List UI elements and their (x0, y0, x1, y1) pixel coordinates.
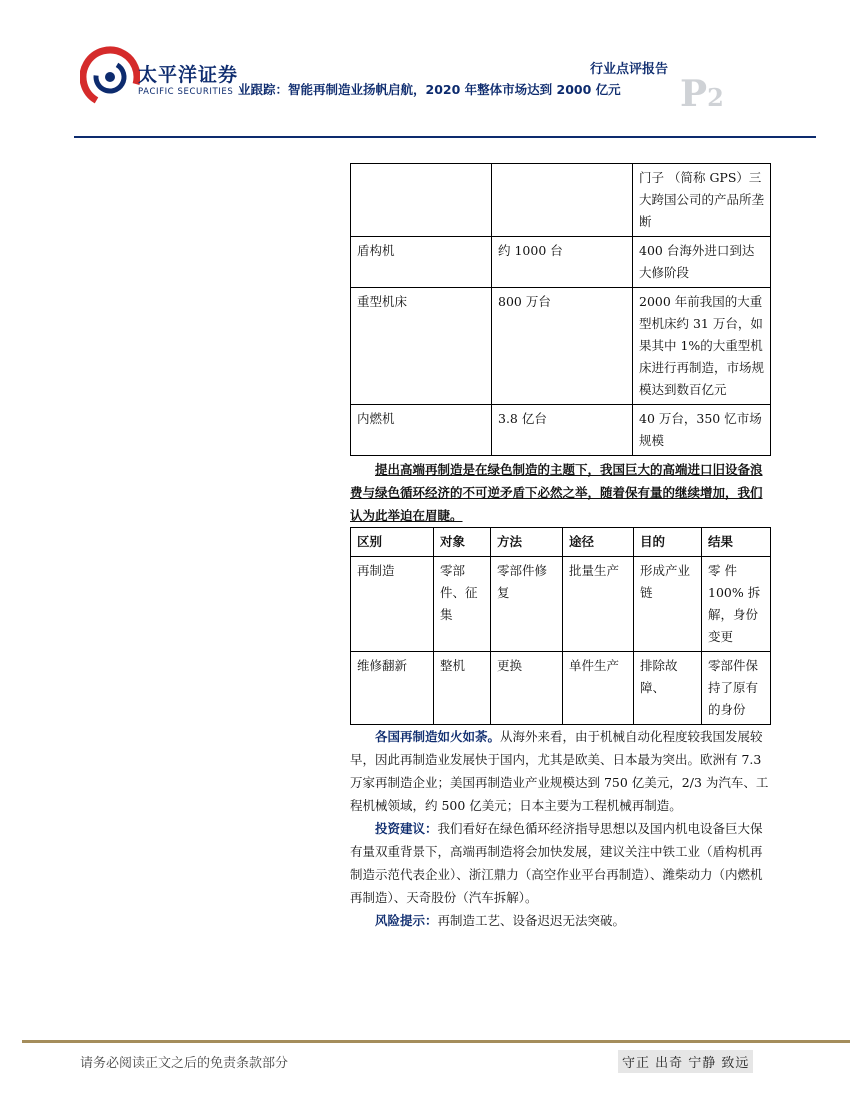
table-cell: 约 1000 台 (492, 237, 633, 288)
table-row (351, 237, 771, 288)
footer-divider (22, 1040, 850, 1043)
table-cell: 3.8 亿台 (492, 405, 633, 456)
footer-motto: 守正 出奇 宁静 致远 (618, 1050, 753, 1073)
column-header: 途径 (563, 528, 634, 557)
table-row (351, 164, 771, 237)
table-cell: 维修翻新 (351, 652, 434, 725)
table-cell: 门子 （简称 GPS）三大跨国公司的产品所垄断 (633, 164, 771, 237)
table-cell: 40 万台，350 忆市场规模 (633, 405, 771, 456)
report-title: 业跟踪：智能再制造业扬帆启航，2020 年整体市场达到 2000 亿元 (238, 82, 621, 97)
page-number (680, 74, 724, 118)
column-header: 方法 (491, 528, 563, 557)
table-row (351, 652, 771, 725)
paragraph-text: 从海外来看，由于机械自动化程度较我国发展较早，因此再制造业发展快于国内，尤其是欧美、日本最为突出。欧洲有 7.3 万家再制造企业；美国再制造业产业规模达到 750 亿美元，2/3 为汽车、工程机械领域，约 500 亿美元；日本主要为工程机械再制造。 (350, 729, 769, 813)
table-cell: 盾构机 (351, 237, 492, 288)
table-cell (351, 164, 492, 237)
table-row (351, 405, 771, 456)
table-cell: 排除故障、 (634, 652, 702, 725)
emphasis-paragraph: 提出高端再制造是在绿色制造的主题下，我国巨大的高端进口旧设备浪费与绿色循环经济的不可逆矛盾下必然之举，随着保有量的继续增加，我们认为此举迫在眉睫。 (350, 462, 763, 523)
table-cell: 内燃机 (351, 405, 492, 456)
paragraph-text: 我们看好在绿色循环经济指导思想以及国内机电设备巨大保有量双重背景下，高端再制造将会加快发展，建议关注中铁工业（盾构机再制造示范代表企业）、浙江鼎力（高空作业平台再制造）、潍柴动力（内燃机再制造）、天奇股份（汽车拆解）。 (350, 821, 763, 905)
brand-name-en: PACIFIC SECURITIES (138, 87, 234, 97)
table-cell: 单件生产 (563, 652, 634, 725)
table-cell: 2000 年前我国的大重型机床约 31 万台，如果其中 1%的大重型机床进行再制造，市场规模达到数百亿元 (633, 288, 771, 405)
column-header: 结果 (702, 528, 771, 557)
page-digit: 2 (707, 83, 724, 112)
column-header: 目的 (634, 528, 702, 557)
table-cell: 批量生产 (563, 557, 634, 652)
table-cell: 再制造 (351, 557, 434, 652)
main-content (350, 163, 770, 932)
column-header: 对象 (434, 528, 491, 557)
table-cell: 重型机床 (351, 288, 492, 405)
table-cell: 更换 (491, 652, 563, 725)
table-row (351, 557, 771, 652)
column-header: 区别 (351, 528, 434, 557)
brand (138, 64, 238, 97)
paragraph-global-remanufacturing (350, 725, 770, 817)
table-cell: 零部件、征集 (434, 557, 491, 652)
table-cell: 形成产业链 (634, 557, 702, 652)
report-type: 行业点评报告 (589, 62, 668, 77)
header-divider (74, 136, 816, 138)
paragraph-lead: 风险提示： (375, 913, 438, 928)
paragraph-investment-advice (350, 817, 770, 909)
company-logo-icon (80, 44, 140, 110)
table-cell: 400 台海外进口到达大修阶段 (633, 237, 771, 288)
market-size-table (350, 163, 771, 456)
paragraph-lead: 投资建议： (375, 821, 438, 836)
table-cell: 整机 (434, 652, 491, 725)
comparison-table (350, 527, 771, 725)
table-cell (492, 164, 633, 237)
footer-disclaimer: 请务必阅读正文之后的免责条款部分 (80, 1056, 289, 1071)
table-cell: 零 件100% 拆解，身份变更 (702, 557, 771, 652)
table-header-row (351, 528, 771, 557)
page-letter: P (680, 73, 708, 115)
table-row (351, 288, 771, 405)
table-cell: 零部件修复 (491, 557, 563, 652)
paragraph-risk-warning (350, 909, 770, 932)
brand-name-cn: 太平洋证券 (138, 64, 239, 86)
paragraph-lead: 各国再制造如火如荼。 (375, 729, 501, 744)
paragraph-text: 再制造工艺、设备迟迟无法突破。 (437, 913, 626, 928)
table-cell: 800 万台 (492, 288, 633, 405)
table-cell: 零部件保持了原有的身份 (702, 652, 771, 725)
